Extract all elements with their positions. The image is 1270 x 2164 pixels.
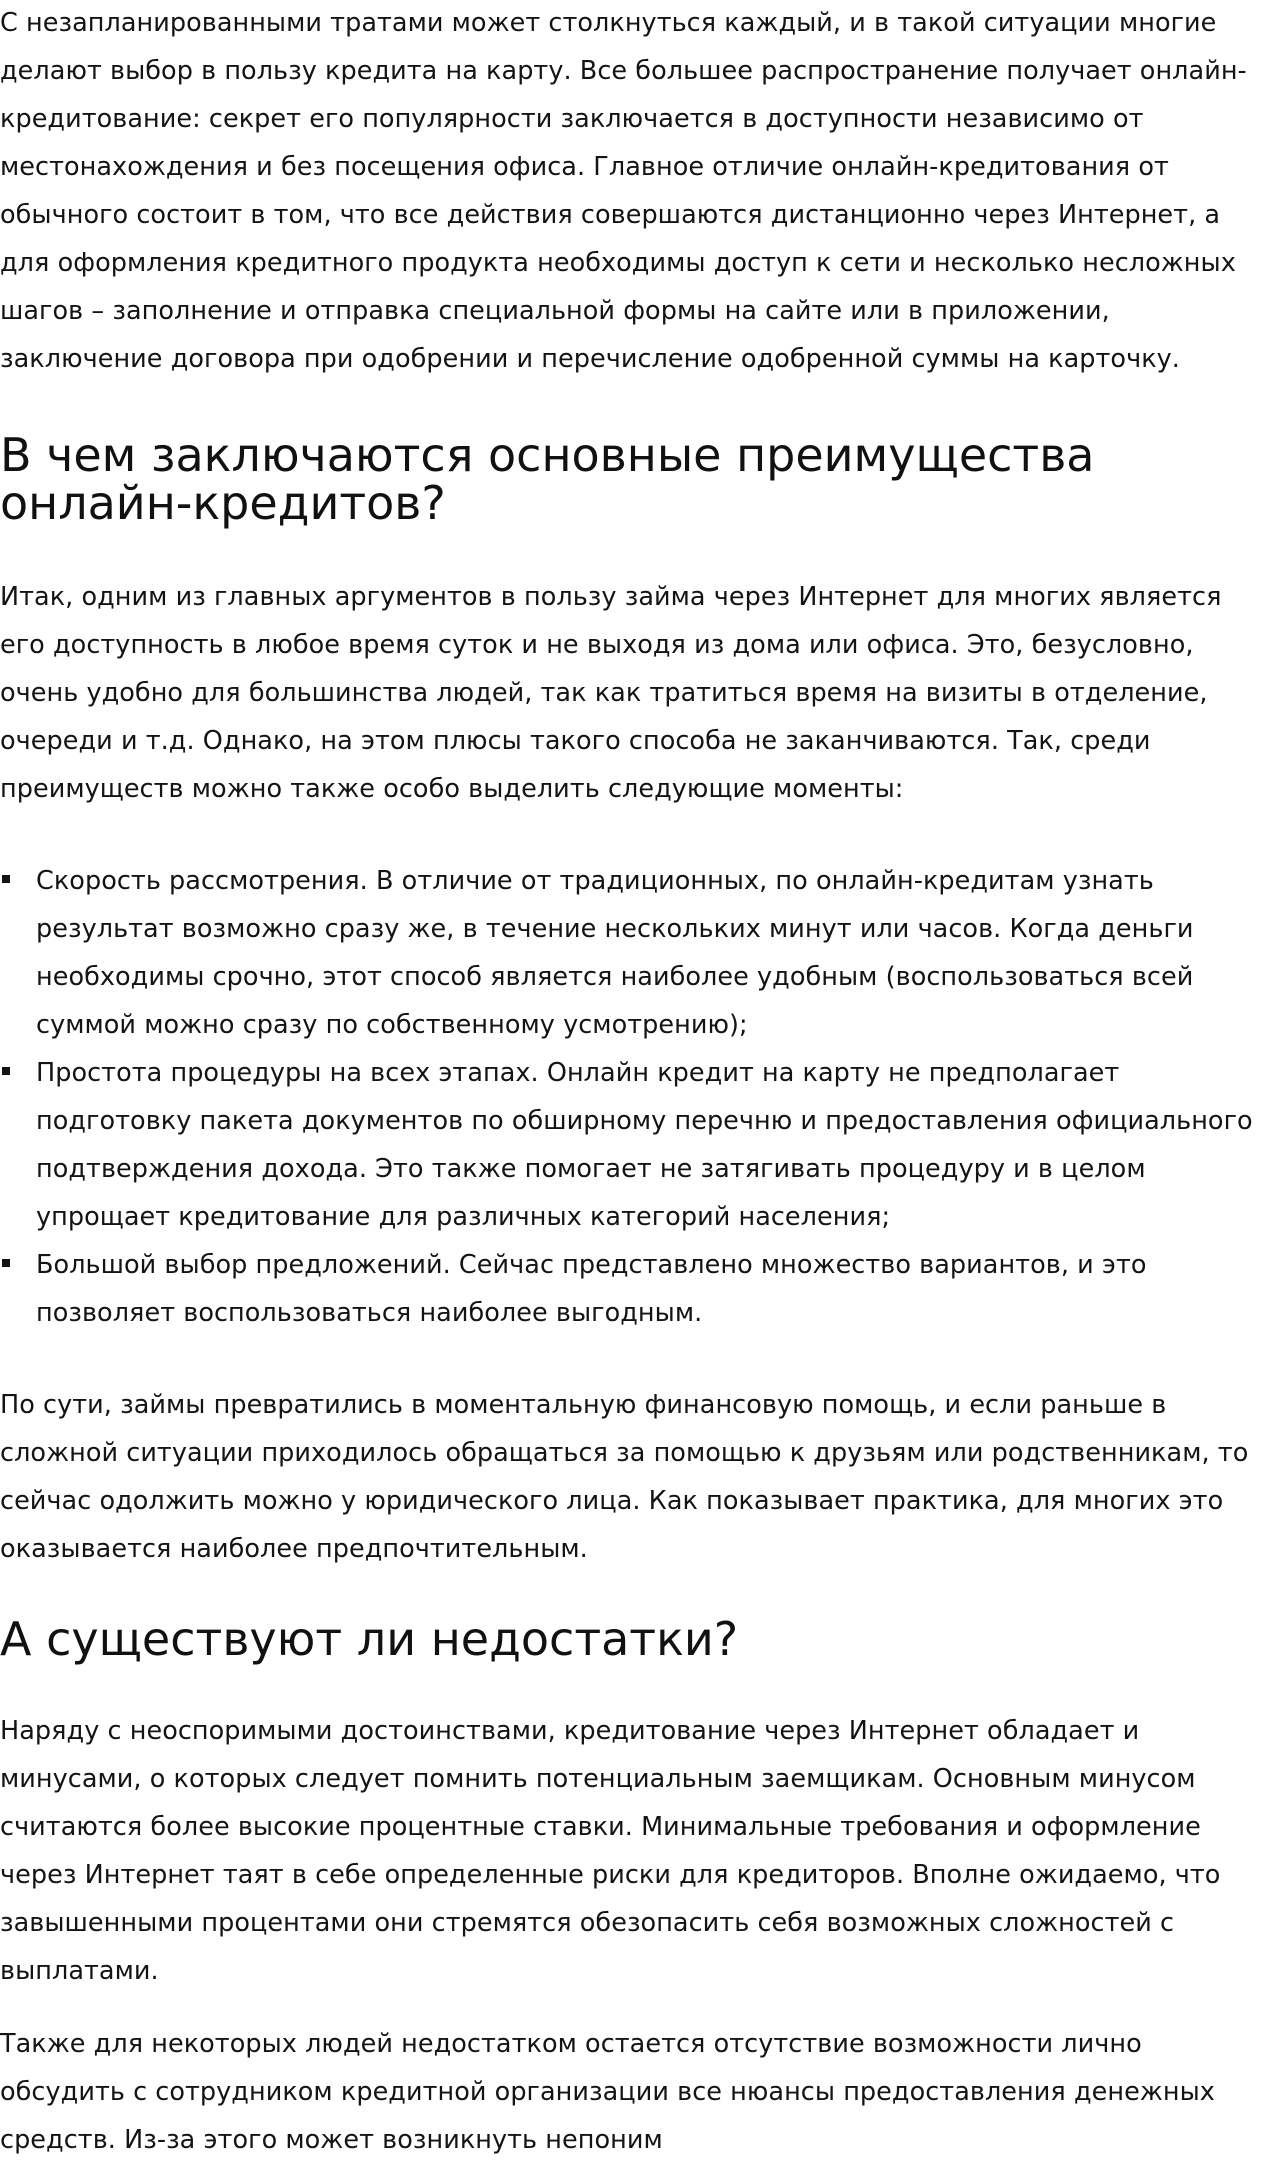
drawbacks-paragraph-2: Также для некоторых людей недостатком остается отсутствие возможности лично обсудить с сотрудником кредитной организации все нюансы предоставления денежных средств. Из-за этого может возникнуть непоним [0, 2029, 1215, 2155]
heading-drawbacks: А существуют ли недостатки? [0, 1612, 739, 1666]
bullet-square-icon [2, 875, 10, 883]
bullet-square-icon [2, 1067, 10, 1075]
list-item-text: Большой выбор предложений. Сейчас представлено множество вариантов, и это позволяет воспользоваться наиболее выгодным. [36, 1250, 1147, 1328]
list-item-text: Простота процедуры на всех этапах. Онлайн кредит на карту не предполагает подготовку пакета документов по обширному перечню и предоставления официального подтверждения дохода. Это также помогает не затягивать процедуру и в целом упрощает кредитование для различных категорий населения; [36, 1058, 1253, 1232]
list-item [0, 1241, 1268, 1337]
list-item [0, 1049, 1268, 1241]
bullet-square-icon [2, 1259, 10, 1267]
drawbacks-paragraph-1: Наряду с неоспоримыми достоинствами, кредитование через Интернет обладает и минусами, о которых следует помнить потенциальным заемщикам. Основным минусом считаются более высокие процентные ставки. Минимальные требования и оформление через Интернет таят в себе определенные риски для кредиторов. Вполне ожидаемо, что завышенными процентами они стремятся обезопасить себя возможных сложностей с выплатами. [0, 1716, 1221, 1986]
heading-advantages: В чем заключаются основные преимущества онлайн-кредитов? [0, 428, 1095, 530]
advantages-intro-paragraph: Итак, одним из главных аргументов в пользу займа через Интернет для многих является его доступность в любое время суток и не выходя из дома или офиса. Это, безусловно, очень удобно для большинства людей, так как тратиться время на визиты в отделение, очереди и т.д. Однако, на этом плюсы такого способа не заканчиваются. Так, среди преимуществ можно также особо выделить следующие моменты: [0, 582, 1222, 804]
summary-paragraph: По сути, займы превратились в моментальную финансовую помощь, и если раньше в сложной ситуации приходилось обращаться за помощью к друзьям или родственникам, то сейчас одолжить можно у юридического лица. Как показывает практика, для многих это оказывается наиболее предпочтительным. [0, 1390, 1249, 1564]
intro-paragraph: С незапланированными тратами может столкнуться каждый, и в такой ситуации многие делают выбор в пользу кредита на карту. Все большее распространение получает онлайн-кредитование: секрет его популярности заключается в доступности независимо от местонахождения и без посещения офиса. Главное отличие онлайн-кредитования от обычного состоит в том, что все действия совершаются дистанционно через Интернет, а для оформления кредитного продукта необходимы доступ к сети и несколько несложных шагов – заполнение и отправка специальной формы на сайте или в приложении, заключение договора при одобрении и перечисление одобренной суммы на карточку. [0, 8, 1247, 374]
list-item-text: Скорость рассмотрения. В отличие от традиционных, по онлайн-кредитам узнать результат возможно сразу же, в течение нескольких минут или часов. Когда деньги необходимы срочно, этот способ является наиболее удобным (воспользоваться всей суммой можно сразу по собственному усмотрению); [36, 866, 1194, 1040]
advantages-list [0, 857, 1268, 1337]
list-item [0, 857, 1268, 1049]
